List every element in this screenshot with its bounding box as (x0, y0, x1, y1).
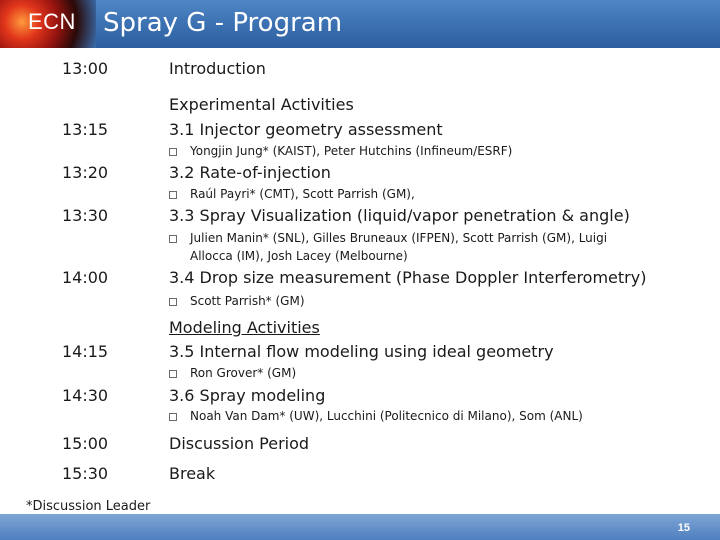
time-label: 13:15 (62, 120, 109, 139)
section-heading: Modeling Activities (169, 318, 320, 337)
square-bullet-icon (169, 298, 177, 306)
agenda-item: Introduction (169, 59, 266, 78)
discussion-leads: Ron Grover* (GM) (190, 366, 297, 380)
discussion-leads: Julien Manin* (SNL), Gilles Bruneaux (IFPEN), Scott Parrish (GM), Luigi (190, 231, 608, 245)
agenda-item: Break (169, 464, 216, 483)
agenda-item: 3.6 Spray modeling (169, 386, 326, 405)
square-bullet-icon (169, 148, 177, 156)
time-label: 15:00 (62, 434, 109, 453)
agenda-item: Discussion Period (169, 434, 310, 453)
time-label: 15:30 (62, 464, 109, 483)
square-bullet-icon (169, 235, 177, 243)
discussion-leads: Noah Van Dam* (UW), Lucchini (Politecnico di Milano), Som (ANL) (190, 409, 583, 423)
discussion-leads-continued: Allocca (IM), Josh Lacey (Melbourne) (190, 249, 408, 263)
section-heading: Experimental Activities (169, 95, 354, 114)
agenda-item: 3.1 Injector geometry assessment (169, 120, 443, 139)
time-label: 13:30 (62, 206, 109, 225)
footer-bar (0, 514, 720, 540)
square-bullet-icon (169, 191, 177, 199)
slide-title: Spray G - Program (103, 8, 343, 38)
time-label: 13:20 (62, 163, 109, 182)
page-number: 15 (677, 522, 690, 534)
square-bullet-icon (169, 370, 177, 378)
time-label: 13:00 (62, 59, 109, 78)
square-bullet-icon (169, 413, 177, 421)
agenda-item: 3.5 Internal flow modeling using ideal geometry (169, 342, 554, 361)
logo-text: ECN (28, 9, 76, 34)
agenda-item: 3.3 Spray Visualization (liquid/vapor penetration & angle) (169, 206, 630, 225)
time-label: 14:15 (62, 342, 109, 361)
discussion-leads: Yongjin Jung* (KAIST), Peter Hutchins (Infineum/ESRF) (190, 144, 513, 158)
agenda-item: 3.2 Rate-of-injection (169, 163, 331, 182)
time-label: 14:00 (62, 268, 109, 287)
footnote: *Discussion Leader (26, 499, 151, 514)
time-label: 14:30 (62, 386, 109, 405)
agenda-item: 3.4 Drop size measurement (Phase Doppler Interferometry) (169, 268, 647, 287)
discussion-leads: Scott Parrish* (GM) (190, 294, 305, 308)
discussion-leads: Raúl Payri* (CMT), Scott Parrish (GM), (190, 187, 415, 201)
